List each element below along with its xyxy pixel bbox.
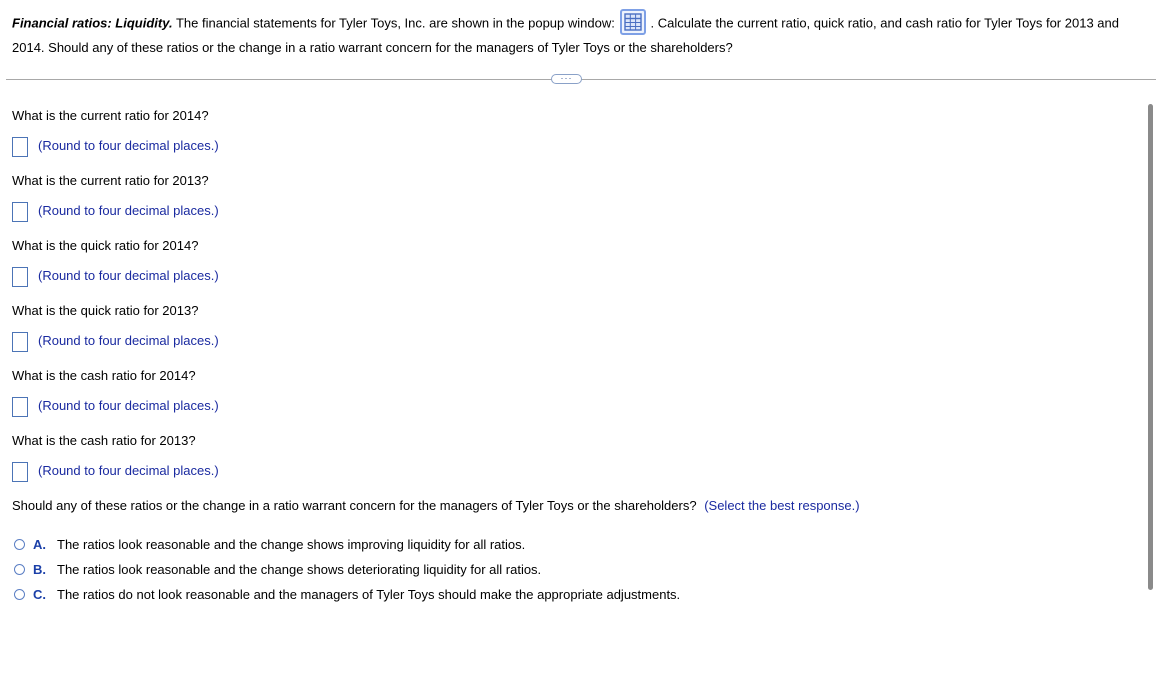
question-quick-2014 xyxy=(12,234,1132,299)
option-text[interactable]: The ratios look reasonable and the change shows deteriorating liquidity for all ratios. xyxy=(57,562,542,577)
answer-input[interactable] xyxy=(12,332,28,352)
option-c[interactable] xyxy=(14,582,1132,607)
option-letter: A. xyxy=(33,537,46,552)
option-b[interactable] xyxy=(14,557,1132,582)
answer-input[interactable] xyxy=(12,137,28,157)
concern-prompt: Should any of these ratios or the change in a ratio warrant concern for the managers of Tyler Toys or the shareholders? xyxy=(12,498,697,513)
answer-row xyxy=(12,331,1132,364)
question-current-2013 xyxy=(12,169,1132,234)
answer-row xyxy=(12,201,1132,234)
rounding-hint: (Round to four decimal places.) xyxy=(38,333,219,348)
option-text[interactable]: The ratios look reasonable and the change shows improving liquidity for all ratios. xyxy=(57,537,526,552)
problem-text-instructions: . Calculate the current ratio, quick ratio, and cash ratio for Tyler Toys for 2013 and 2014. Should any of these ratios or the change in a ratio warrant concern for the managers of Tyler Toys or the shareholders? xyxy=(12,15,1119,55)
option-a[interactable] xyxy=(14,532,1132,557)
question-cash-2014 xyxy=(12,364,1132,429)
question-prompt: What is the cash ratio for 2013? xyxy=(12,433,196,448)
option-letter: B. xyxy=(33,562,46,577)
rounding-hint: (Round to four decimal places.) xyxy=(38,268,219,283)
question-prompt: What is the current ratio for 2013? xyxy=(12,173,209,188)
concern-question xyxy=(12,494,1132,532)
question-prompt: What is the cash ratio for 2014? xyxy=(12,368,196,383)
question-panel xyxy=(12,104,1132,602)
question-prompt: What is the quick ratio for 2013? xyxy=(12,303,199,318)
radio-button[interactable] xyxy=(14,564,25,575)
option-letter: C. xyxy=(33,587,46,602)
question-quick-2013 xyxy=(12,299,1132,364)
problem-statement xyxy=(12,11,1142,58)
expand-button[interactable]: ··· xyxy=(551,74,582,84)
answer-input[interactable] xyxy=(12,202,28,222)
scrollbar-thumb[interactable] xyxy=(1148,104,1153,590)
answer-input[interactable] xyxy=(12,462,28,482)
vertical-scrollbar[interactable] xyxy=(1146,104,1154,592)
radio-button[interactable] xyxy=(14,589,25,600)
question-prompt: What is the current ratio for 2014? xyxy=(12,108,209,123)
answer-row xyxy=(12,136,1132,169)
rounding-hint: (Round to four decimal places.) xyxy=(38,398,219,413)
problem-title: Financial ratios: Liquidity. xyxy=(12,15,173,31)
select-hint: (Select the best response.) xyxy=(704,498,860,513)
rounding-hint: (Round to four decimal places.) xyxy=(38,203,219,218)
table-grid-icon[interactable] xyxy=(620,9,646,35)
problem-text-intro: The financial statements for Tyler Toys, Inc. are shown in the popup window: xyxy=(175,15,615,31)
answer-row xyxy=(12,396,1132,429)
answer-input[interactable] xyxy=(12,267,28,287)
answer-row xyxy=(12,266,1132,299)
question-cash-2013 xyxy=(12,429,1132,494)
answer-input[interactable] xyxy=(12,397,28,417)
rounding-hint: (Round to four decimal places.) xyxy=(38,463,219,478)
answer-row xyxy=(12,461,1132,494)
option-text[interactable]: The ratios do not look reasonable and the managers of Tyler Toys should make the appropriate adjustments. xyxy=(57,587,681,602)
radio-button[interactable] xyxy=(14,539,25,550)
question-current-2014 xyxy=(12,104,1132,169)
rounding-hint: (Round to four decimal places.) xyxy=(38,138,219,153)
question-prompt: What is the quick ratio for 2014? xyxy=(12,238,199,253)
